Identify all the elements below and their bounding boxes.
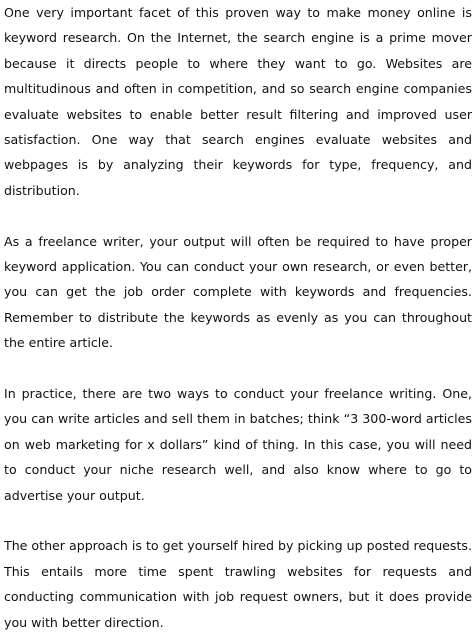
paragraph-freelance-writer: As a freelance writer, your output will often be required to have proper keyword application. You can conduct your own research, or even better, you can get the job order complete with keywords and frequencies. Remember to distribute the keywords as evenly as you can throughout the entire article. xyxy=(4,233,472,351)
paragraph-other-approach: The other approach is to get yourself hired by picking up posted requests. This entails more time spent trawling websites for requests and conducting communication with job request owners, but it does provide you with better direction. xyxy=(4,538,472,630)
paragraph-keyword-research: One very important facet of this proven way to make money online is keyword research. On the Internet, the search engine is a prime mover because it directs people to where they want to go. Websites are multitudinous and often in competition, and so search engine companies evaluate websites to enable better result filtering and improved user satisfaction. One way that search engines evaluate websites and webpages is by analyzing their keywords for type, frequency, and distribution. xyxy=(4,5,472,198)
paragraph-two-ways: In practice, there are two ways to conduct your freelance writing. One, you can write articles and sell them in batches; think “3 300-word articles on web marketing for x dollars” kind of thing. In this case, you will need to conduct your niche research well, and also know where to go to advertise your output. xyxy=(4,386,472,503)
